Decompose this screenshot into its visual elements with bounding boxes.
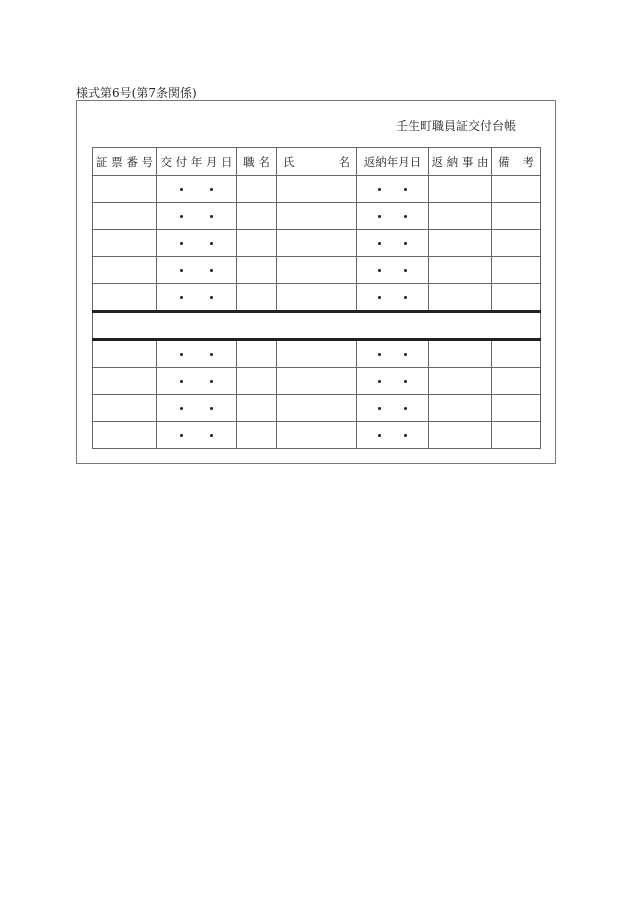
date-separator-dot bbox=[378, 242, 381, 245]
date-cell[interactable] bbox=[157, 340, 237, 368]
date-cell[interactable] bbox=[357, 203, 429, 230]
name-cell[interactable] bbox=[277, 230, 357, 257]
date-separator-dot bbox=[378, 215, 381, 218]
date-cell[interactable] bbox=[357, 257, 429, 284]
date-separator-dot bbox=[180, 434, 183, 437]
date-separator-dot bbox=[180, 242, 183, 245]
job-title-cell[interactable] bbox=[237, 368, 277, 395]
date-separator-dot bbox=[180, 407, 183, 410]
certificate-number-cell[interactable] bbox=[93, 422, 157, 449]
ledger-title: 壬生町職員証交付台帳 bbox=[396, 119, 517, 133]
col-job-title: 職 名 bbox=[237, 148, 277, 176]
date-separator-dot bbox=[378, 407, 381, 410]
table-row bbox=[93, 340, 541, 368]
remarks-cell[interactable] bbox=[492, 422, 541, 449]
col-issue-date: 交 付 年 月 日 bbox=[157, 148, 237, 176]
date-separator-dot bbox=[378, 269, 381, 272]
date-separator-dot bbox=[404, 269, 407, 272]
job-title-cell[interactable] bbox=[237, 395, 277, 422]
job-title-cell[interactable] bbox=[237, 422, 277, 449]
table-row bbox=[93, 257, 541, 284]
date-separator-dot bbox=[378, 353, 381, 356]
date-separator-dot bbox=[404, 296, 407, 299]
omission-separator-row bbox=[93, 312, 541, 340]
certificate-number-cell[interactable] bbox=[93, 230, 157, 257]
remarks-cell[interactable] bbox=[492, 368, 541, 395]
certificate-number-cell[interactable] bbox=[93, 340, 157, 368]
name-cell[interactable] bbox=[277, 257, 357, 284]
date-cell[interactable] bbox=[357, 368, 429, 395]
date-separator-dot bbox=[210, 407, 213, 410]
job-title-cell[interactable] bbox=[237, 340, 277, 368]
remarks-cell[interactable] bbox=[492, 340, 541, 368]
date-separator-dot bbox=[404, 407, 407, 410]
return-reason-cell[interactable] bbox=[429, 176, 492, 203]
remarks-cell[interactable] bbox=[492, 284, 541, 312]
header-row bbox=[93, 148, 541, 176]
certificate-number-cell[interactable] bbox=[93, 284, 157, 312]
return-reason-cell[interactable] bbox=[429, 422, 492, 449]
date-separator-dot bbox=[378, 296, 381, 299]
date-cell[interactable] bbox=[157, 230, 237, 257]
date-cell[interactable] bbox=[357, 422, 429, 449]
col-certificate-number: 証 票 番 号 bbox=[93, 148, 157, 176]
date-cell[interactable] bbox=[357, 395, 429, 422]
date-separator-dot bbox=[180, 380, 183, 383]
date-cell[interactable] bbox=[357, 284, 429, 312]
col-remarks: 備 考 bbox=[492, 148, 541, 176]
date-separator-dot bbox=[378, 188, 381, 191]
date-separator-dot bbox=[210, 188, 213, 191]
job-title-cell[interactable] bbox=[237, 284, 277, 312]
date-separator-dot bbox=[180, 188, 183, 191]
date-separator-dot bbox=[404, 353, 407, 356]
name-cell[interactable] bbox=[277, 340, 357, 368]
date-cell[interactable] bbox=[357, 340, 429, 368]
name-cell[interactable] bbox=[277, 422, 357, 449]
remarks-cell[interactable] bbox=[492, 176, 541, 203]
return-reason-cell[interactable] bbox=[429, 284, 492, 312]
date-separator-dot bbox=[404, 188, 407, 191]
date-separator-dot bbox=[210, 269, 213, 272]
table-row bbox=[93, 395, 541, 422]
return-reason-cell[interactable] bbox=[429, 395, 492, 422]
job-title-cell[interactable] bbox=[237, 176, 277, 203]
date-cell[interactable] bbox=[157, 257, 237, 284]
remarks-cell[interactable] bbox=[492, 395, 541, 422]
remarks-cell[interactable] bbox=[492, 203, 541, 230]
date-separator-dot bbox=[404, 215, 407, 218]
date-cell[interactable] bbox=[357, 230, 429, 257]
table-row bbox=[93, 368, 541, 395]
col-return-reason: 返 納 事 由 bbox=[429, 148, 492, 176]
date-separator-dot bbox=[210, 215, 213, 218]
date-separator-dot bbox=[210, 434, 213, 437]
job-title-cell[interactable] bbox=[237, 257, 277, 284]
job-title-cell[interactable] bbox=[237, 203, 277, 230]
date-separator-dot bbox=[378, 434, 381, 437]
date-separator-dot bbox=[210, 380, 213, 383]
table-row bbox=[93, 230, 541, 257]
date-separator-dot bbox=[404, 380, 407, 383]
date-separator-dot bbox=[210, 242, 213, 245]
date-cell[interactable] bbox=[157, 284, 237, 312]
name-cell[interactable] bbox=[277, 176, 357, 203]
name-cell[interactable] bbox=[277, 368, 357, 395]
date-cell[interactable] bbox=[157, 422, 237, 449]
return-reason-cell[interactable] bbox=[429, 230, 492, 257]
date-cell[interactable] bbox=[157, 368, 237, 395]
return-reason-cell[interactable] bbox=[429, 340, 492, 368]
certificate-number-cell[interactable] bbox=[93, 368, 157, 395]
name-cell[interactable] bbox=[277, 284, 357, 312]
date-separator-dot bbox=[378, 380, 381, 383]
table-row bbox=[93, 176, 541, 203]
certificate-number-cell[interactable] bbox=[93, 395, 157, 422]
name-cell[interactable] bbox=[277, 395, 357, 422]
date-separator-dot bbox=[180, 269, 183, 272]
date-separator-dot bbox=[404, 434, 407, 437]
job-title-cell[interactable] bbox=[237, 230, 277, 257]
date-separator-dot bbox=[210, 296, 213, 299]
date-separator-dot bbox=[404, 242, 407, 245]
certificate-number-cell[interactable] bbox=[93, 176, 157, 203]
date-cell[interactable] bbox=[157, 203, 237, 230]
date-cell[interactable] bbox=[357, 176, 429, 203]
date-cell[interactable] bbox=[157, 176, 237, 203]
table-row bbox=[93, 203, 541, 230]
return-reason-cell[interactable] bbox=[429, 257, 492, 284]
issuance-ledger-table bbox=[92, 147, 541, 449]
date-separator-dot bbox=[180, 296, 183, 299]
date-cell[interactable] bbox=[157, 395, 237, 422]
form-number-caption: 様式第6号(第7条関係) bbox=[76, 86, 197, 100]
date-separator-dot bbox=[180, 215, 183, 218]
table-row bbox=[93, 422, 541, 449]
table-row bbox=[93, 284, 541, 312]
col-return-date: 返納年月日 bbox=[357, 148, 429, 176]
remarks-cell[interactable] bbox=[492, 230, 541, 257]
col-full-name: 氏 名 bbox=[277, 148, 357, 176]
name-cell[interactable] bbox=[277, 203, 357, 230]
date-separator-dot bbox=[180, 353, 183, 356]
return-reason-cell[interactable] bbox=[429, 368, 492, 395]
remarks-cell[interactable] bbox=[492, 257, 541, 284]
certificate-number-cell[interactable] bbox=[93, 203, 157, 230]
certificate-number-cell[interactable] bbox=[93, 257, 157, 284]
return-reason-cell[interactable] bbox=[429, 203, 492, 230]
date-separator-dot bbox=[210, 353, 213, 356]
